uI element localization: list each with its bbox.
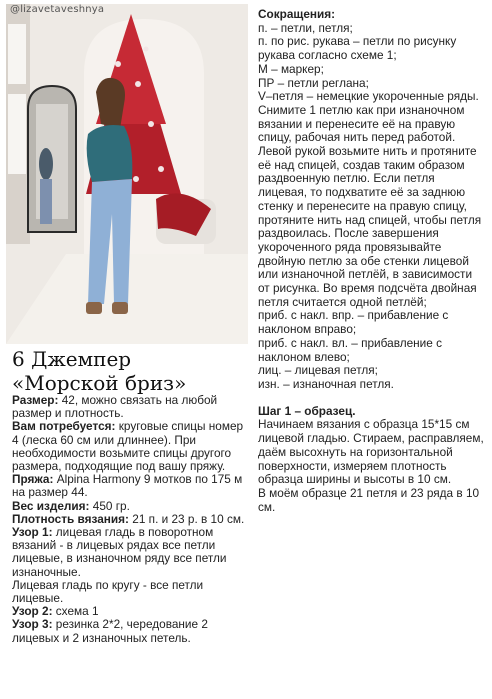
title-line-1: 6 Джемпер [12,347,132,371]
abbr-item: изн. – изнаночная петля. [258,376,394,391]
spec-yarn: Пряжа: Alpina Harmony 9 мотков по 175 м на размер 44. [12,472,243,500]
abbreviations-column [258,8,486,514]
spec-pattern-2: Узор 2: схема 1 [12,604,99,619]
specifications [12,394,248,645]
photo-illustration [6,4,248,344]
step-1-heading: Шаг 1 – образец. [258,403,356,418]
abbr-item: лиц. – лицевая петля; [258,363,378,378]
abbr-item: V–петля – немецкие укороченные ряды. Снимите 1 петлю как при изнаночном вязании и перенесите её на правую спицу, рабочая нить перед работой. Левой рукой возьмите нить и протяните её над спицей, создав таким образом раздвоенную петлю. Если петля лицевая, то подхватите её за заднюю стенку и перенесите на правую спицу, протяните нить над спицей, чтобы петля раздвоилась. После завершения укороченного ряда провязывайте двойную петлю за обе стенки лицевой или изнаночной петлёй, в зависимости от рисунка. Во время подсчёта двойная петля считается одной петлёй; [258,89,482,309]
abbr-item: п. по рис. рукава – петли по рисунку рукава согласно схеме 1; [258,34,457,63]
spec-pattern-1-round: Лицевая гладь по кругу - все петли лицевые. [12,577,204,606]
pattern-title [12,347,248,395]
title-line-2: «Морской бриз» [12,371,187,395]
watermark: @lizavetaveshnya [10,4,105,15]
abbr-item: приб. с накл. впр. – прибавление с наклоном вправо; [258,308,449,337]
spec-weight: Вес изделия: 450 гр. [12,498,130,513]
spec-gauge: Плотность вязания: 21 п. и 23 р. в 10 см. [12,511,245,526]
spacer [258,392,486,405]
spec-pattern-1: Узор 1: лицевая гладь в поворотном вязаний - в лицевых рядах все петли лицевые, в изнаночном ряду все петли изнаночные. [12,525,227,579]
step-1-text: Начинаем вязания с образца 15*15 см лицевой гладью. Стираем, расправляем, даём высохнуть на горизонтальной поверхности, измеряем плотность образца ширины и высоты в 10 см. [258,417,484,487]
spec-pattern-3: Узор 3: резинка 2*2, чередование 2 лицевых и 2 изнаночных петель. [12,617,208,645]
abbreviations-heading: Сокращения: [258,7,336,21]
abbr-item: ПР – петли реглана; [258,75,369,90]
step-1-text: В моём образце 21 петля и 23 ряда в 10 см. [258,485,480,514]
spec-size: Размер: 42, можно связать на любой размер и плотность. [12,393,218,421]
spec-needles: Вам потребуется: круговые спицы номер 4 (леска 60 см или длиннее). При необходимости возьмите спицы другого размера, подходящие под вашу пряжу. [12,419,244,474]
abbr-item: п. – петли, петля; [258,20,353,35]
abbr-item: М – маркер; [258,61,324,76]
model-photo [6,4,248,344]
abbr-item: приб. с накл. вл. – прибавление с наклоном влево; [258,335,442,364]
